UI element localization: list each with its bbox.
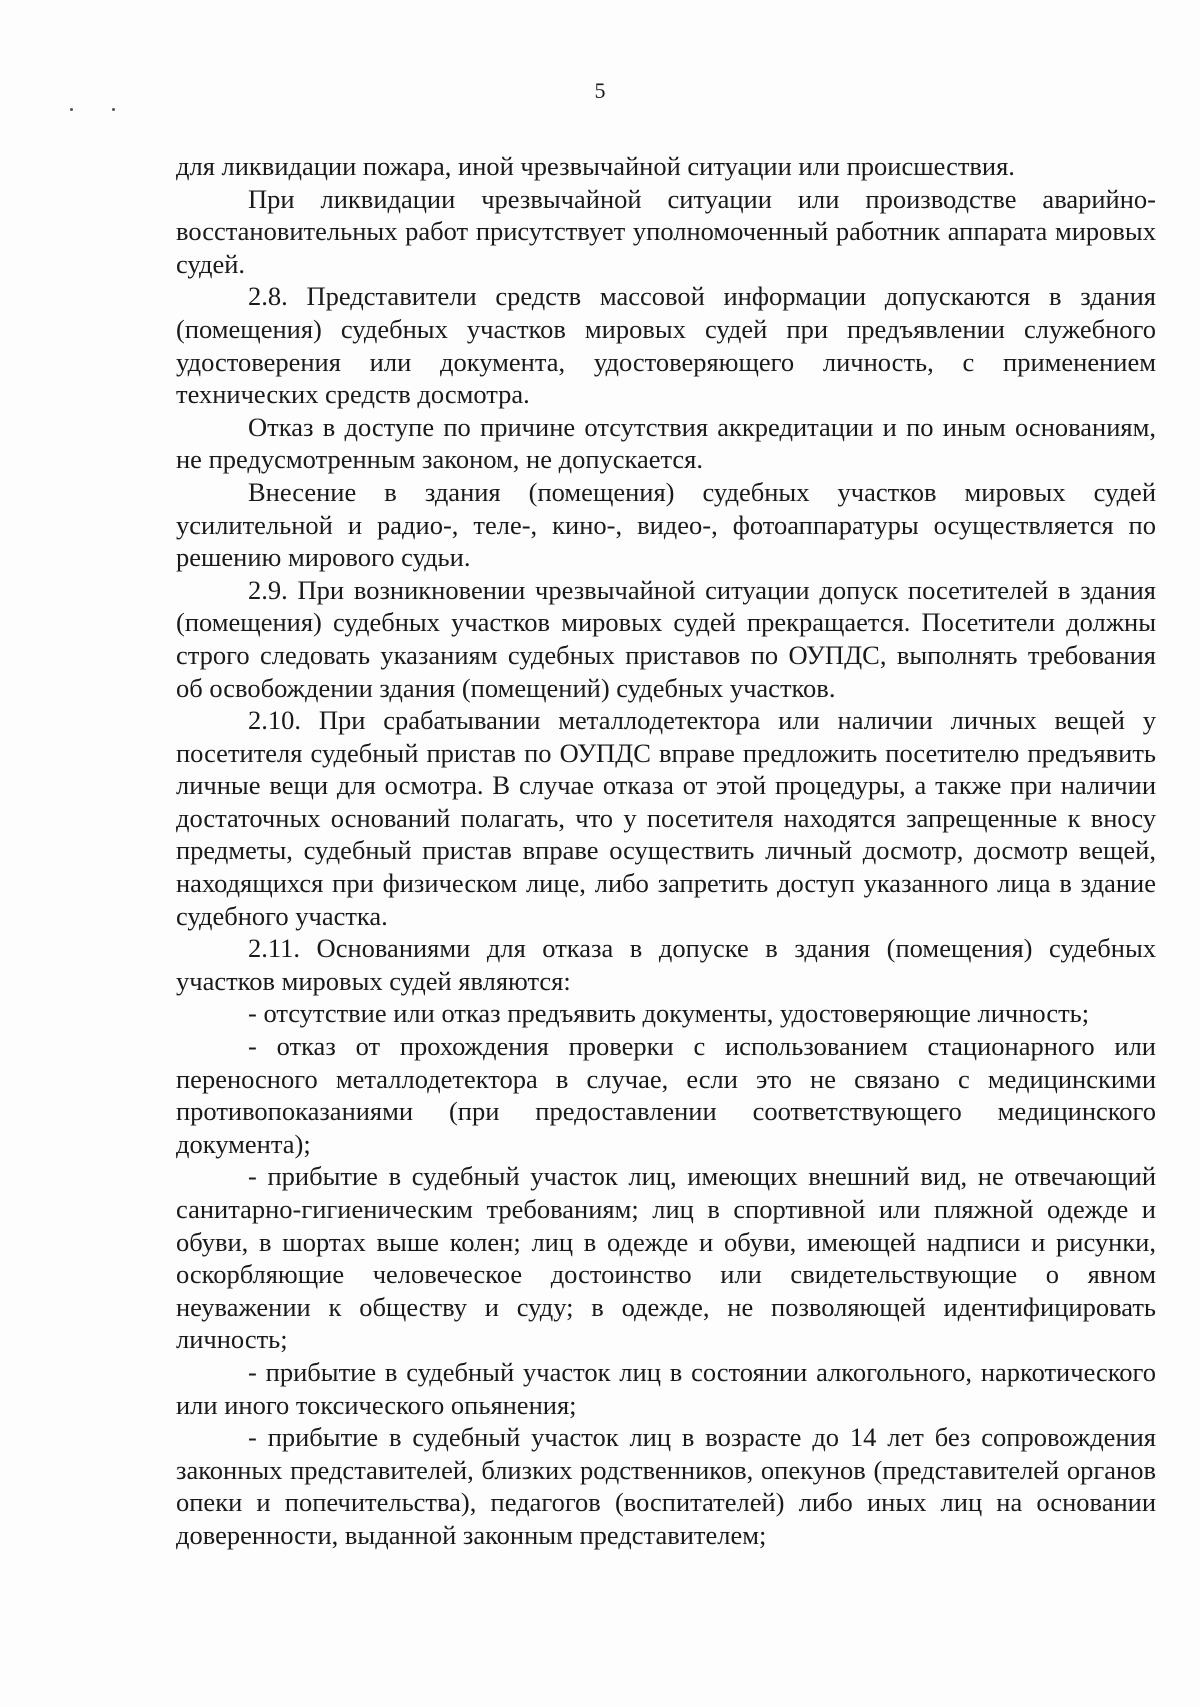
list-item: - прибытие в судебный участок лиц, имеющих внешний вид, не отвечающий санитарно-гигиеническим требованиям; лиц в спортивной или пляжной одежде и обуви, в шортах выше колен; лиц в одежде и обуви, имеющей надписи и рисунки, оскорбляющие человеческое достоинство или свидетельствующие о явном неуважении к обществу и суду; в одежде, не позволяющей идентифицировать личность; [176,1161,1156,1355]
paragraph-2-11: 2.11. Основаниями для отказа в допуске в здания (помещения) судебных участков мировых судей являются: [176,933,1156,996]
paragraph-2-10: 2.10. При срабатывании металлодетектора или наличии личных вещей у посетителя судебный пристав по ОУПДС вправе предложить посетителю предъявить личные вещи для осмотра. В случае отказа от этой процедуры, а также при наличии достаточных оснований полагать, что у посетителя находятся запрещенные к вносу предметы, судебный пристав вправе осуществить личный досмотр, досмотр вещей, находящихся при физическом лице, либо запретить доступ указанного лица в здание судебного участка. [176,705,1156,931]
paragraph: Отказ в доступе по причине отсутствия аккредитации и по иным основаниям, не предусмотренным законом, не допускается. [176,411,1156,475]
paragraph-2-9: 2.9. При возникновении чрезвычайной ситуации допуск посетителей в здания (помещения) судебных участков мировых судей прекращается. Посетители должны строго следовать указаниям судебных приставов по ОУПДС, выполнять требования об освобождении здания (помещений) судебных участков. [176,574,1156,703]
page-number: 5 [594,78,606,103]
document-body [176,150,1156,1552]
paragraph: для ликвидации пожара, иной чрезвычайной ситуации или происшествия. [176,151,1015,181]
scan-speck [70,108,73,111]
scan-speck [112,108,115,111]
list-item: - отсутствие или отказ предъявить документы, удостоверяющие личность; [248,998,1090,1029]
paragraph-2-8: 2.8. Представители средств массовой информации допускаются в здания (помещения) судебных участков мировых судей при предъявлении служебного удостоверения или документа, удостоверяющего личность, с применением технических средств досмотра. [176,281,1156,410]
list-item: - отказ от прохождения проверки с использованием стационарного или переносного металлодетектора в случае, если это не связано с медицинскими противопоказаниями (при предоставлении соответствующего медицинского документа); [176,1031,1156,1159]
list-item: - прибытие в судебный участок лиц в состоянии алкогольного, наркотического или иного токсического опьянения; [176,1356,1156,1420]
list-item: - прибытие в судебный участок лиц в возрасте до 14 лет без сопровождения законных представителей, близких родственников, опекунов (представителей органов опеки и попечительства), педагогов (воспитателей) либо иных лиц на основании доверенности, выданной законным представителем; [176,1422,1156,1550]
paragraph: При ликвидации чрезвычайной ситуации или производстве аварийно-восстановительных работ присутствует уполномоченный работник аппарата мировых судей. [176,183,1156,279]
paragraph: Внесение в здания (помещения) судебных участков мировых судей усилительной и радио-, теле-, кино-, видео-, фотоаппаратуры осуществляется по решению мирового судьи. [176,476,1156,573]
